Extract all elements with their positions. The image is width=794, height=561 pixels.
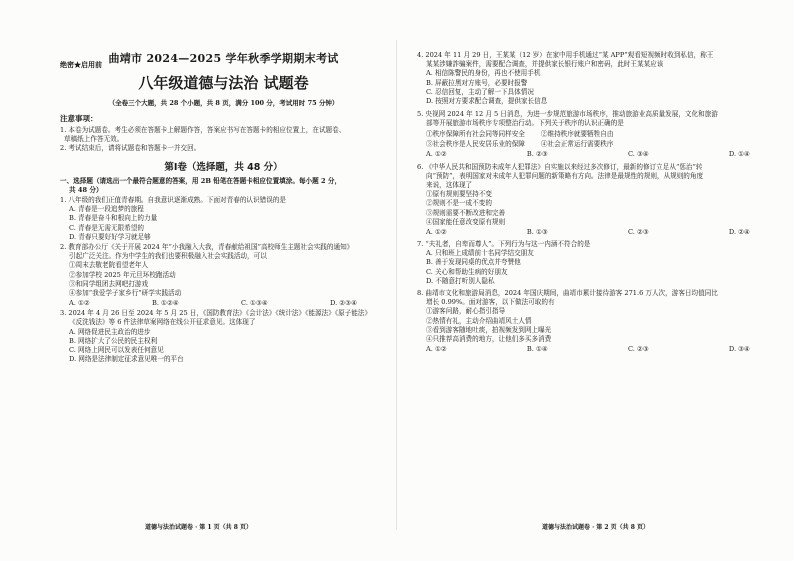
answer-options	[417, 227, 780, 237]
option-d: D. 不随意打听别人隐私	[426, 276, 495, 285]
section-heading: 第Ⅰ卷（选择题，共 48 分）	[164, 161, 283, 173]
statement-item: ④参加“我爱学子家乡行”研学实践活动	[69, 289, 182, 298]
question-stem: 向“预防”，表明国家对未成年人犯罪问题的新策略有方向。法律是最规性的规则，从规则的角度	[426, 171, 704, 180]
statement-row	[417, 139, 780, 149]
question-stem: 来说，这体现了	[426, 181, 473, 190]
question-stem: 增长 0.99%。面对游客，以下做法可取的有	[426, 298, 555, 307]
exam-title: 曲靖市 2024—2025 学年秋季学期期末考试	[108, 52, 339, 65]
option-d: D. 按照对方要求配合调查，提供家长信息	[426, 97, 548, 106]
statement-item: ①周末去敬老院看望老年人	[69, 261, 149, 270]
statement-item: ③社会秩序是人民安居乐业的保障	[426, 139, 525, 148]
option-d: D. ②④	[728, 228, 750, 237]
option-c: C. ③④	[627, 149, 649, 158]
option-a: A. ①②	[426, 345, 447, 354]
option-a: A. 网络促进民主政治的进步	[69, 327, 151, 336]
question-stem: 7. “夫礼者，自卑而尊人”。下列行为与这一内涵不符合的是	[417, 240, 591, 249]
question-stem: 8. 曲靖市文化和旅游局消息，2024 年国庆期间，曲靖市累计接待游客 271.6 万人次，游客日均值同比	[417, 289, 718, 298]
question-6	[417, 163, 780, 237]
statement-item: ③规则需要不断改进和完善	[426, 208, 506, 217]
option-a: A. ①②	[69, 299, 90, 308]
option-b: B. ①②④	[152, 299, 179, 308]
question-stem: 5. 央视网 2024 年 12 月 5 日消息，为进一步规范旅游市场秩序，推动旅游业高质量发展，文化和旅游	[417, 110, 718, 119]
question-stem: 引起广泛关注。作为中学生的我们也要积极融入社会实践活动，可以	[69, 252, 267, 261]
statement-item: ③看到游客随地吐痰，拍视频发到网上曝光	[426, 325, 552, 334]
question-stem: 3. 2024 年 4 月 26 日至 2024 年 5 月 25 日，《国防教育法》《会计法》《统计法》《能源法》《原子能法》	[60, 309, 372, 318]
question-7	[417, 240, 780, 286]
question-8	[417, 289, 780, 354]
statement-item: ①秩序保障所有社会同等同样安全	[426, 129, 525, 138]
question-stem: 1. 八年级的我们正值青春期。自我意识逐渐成熟。下面对青春的认识错误的是	[60, 196, 286, 205]
question-3	[60, 309, 387, 364]
exam-info: （全卷三个大题，共 28 个小题，共 8 页，满分 100 分，考试用时 75 分钟）	[108, 99, 339, 107]
statement-item: ①原有规则要坚持不变	[426, 190, 492, 199]
option-c: C. 青春是无需无限希望的	[69, 223, 144, 232]
option-c: C. 关心和帮助生病的好朋友	[426, 267, 508, 276]
option-a: A. 只和班上成绩前十名同学结交朋友	[426, 249, 534, 258]
option-a: A. ①②	[426, 149, 447, 158]
question-stem: 某某涉嫌詐骗案件，需要配合调查，并提供家长银行账户和密码，此时王某某应该	[426, 60, 664, 69]
option-a: A. 相信陈警民的身份，再也不使用手机	[426, 69, 541, 78]
statement-row	[417, 129, 780, 139]
note-line: 2. 考试结束后，请将试题卷和答题卡一并交回。	[60, 144, 201, 153]
option-d: D. 青春只要好好学习就足够	[69, 232, 151, 241]
instruction-line: 一、选择题（请选出一个最符合题意的答案，用 2B 铅笔在答题卡相应位置填涂。每小题 2 分，	[60, 176, 342, 185]
question-stem: 4. 2024 年 11 月 29 日，王某某（12 岁）在家中用手机通过“某 APP”观看短视频时收到私信，称王	[417, 51, 714, 59]
answer-options	[60, 298, 387, 308]
option-c: C. ②③	[627, 228, 649, 237]
question-4	[417, 51, 780, 106]
option-a: A. 青春是一段追梦的旅程	[69, 205, 144, 214]
notes-label: 注意事项：	[60, 114, 98, 123]
option-d: D. ②③④	[330, 299, 357, 308]
statement-item: ①游客问路，耐心指引指导	[426, 307, 506, 316]
question-stem: 部等开展旅游市场秩序专项整治行动。下列关于秩序的认识正确的是	[426, 119, 624, 128]
option-c: C. ①③④	[241, 299, 268, 308]
question-5	[417, 110, 780, 158]
option-b: B. 青春是奋斗和根向上的力量	[69, 214, 158, 223]
page-footer: 道德与法治试题卷 · 第 1 页（共 8 页）	[145, 524, 252, 531]
option-b: B. ②③	[526, 149, 548, 158]
confidential-mark: 绝密★启用前	[60, 60, 102, 69]
question-stem: 《反洗钱法》等 6 件法律草案网络在线公开征求意见。这体现了	[69, 318, 256, 327]
page-footer: 道德与法治试题卷 · 第 2 页（共 8 页）	[542, 524, 649, 531]
option-b: B. ①④	[526, 345, 548, 354]
option-d: D. 网络是法律制定征求意见唯一的平台	[69, 355, 184, 364]
answer-options	[417, 149, 780, 159]
option-b: B. 屏蔽拉黑对方账号，必要时报警	[426, 78, 528, 87]
option-d: D. ①④	[728, 149, 750, 158]
exam-subtitle: 八年级道德与法治 试题卷	[138, 74, 309, 92]
statement-item: ④社会正常运行需要秩序	[540, 139, 614, 148]
question-stem: 6. 《中华人民共和国预防未成年人犯罪法》自实施以来经过多次修订，最新的修订立足从“惩治”转	[417, 162, 703, 171]
option-a: A. ①②	[426, 228, 447, 237]
option-d: D. ③④	[728, 345, 750, 354]
statement-item: ②维持秩序就要牺牲自由	[540, 129, 614, 138]
option-b: B. 网络扩大了公民的民主权利	[69, 336, 158, 345]
option-c: C. ②③	[627, 345, 649, 354]
option-c: C. 忍信回复，主动了解一下具体情况	[426, 87, 534, 96]
option-c: C. 网络上网民可以发表任何意见	[69, 346, 164, 355]
statement-item: ④只推荐高消费的地方，让他们多买多消费	[426, 335, 552, 344]
note-line: 草稿纸上作答无效。	[64, 135, 124, 144]
question-1	[60, 196, 387, 242]
option-b: B. 善于发现同桌的优点并夸赞他	[426, 258, 521, 267]
statement-item: ②规则不是一成不变的	[426, 199, 492, 208]
note-line: 1. 本卷为试题卷。考生必须在答题卡上解题作答，答案应书写在答题卡的相应位置上，在试题卷、	[60, 126, 346, 134]
statement-item: ②热情有礼，主动介绍曲靖风土人情	[426, 316, 532, 325]
question-stem: 2. 教育部办公厅《关于开展 2024 年“小我融入大我，青春献给祖国”高校师生主题社会实践的通知》	[60, 243, 354, 252]
statement-item: ③和同学组团去网吧打游戏	[69, 279, 149, 288]
exam-page-2	[397, 0, 794, 561]
instruction-line: 共 48 分）	[69, 185, 103, 194]
question-2	[60, 243, 387, 308]
answer-options	[417, 344, 780, 354]
option-b: B. ①③	[526, 228, 548, 237]
statement-item: ②参加学校 2025 年元旦环校跑活动	[69, 270, 176, 279]
statement-item: ④国家能任意改变原有规则	[426, 217, 506, 226]
